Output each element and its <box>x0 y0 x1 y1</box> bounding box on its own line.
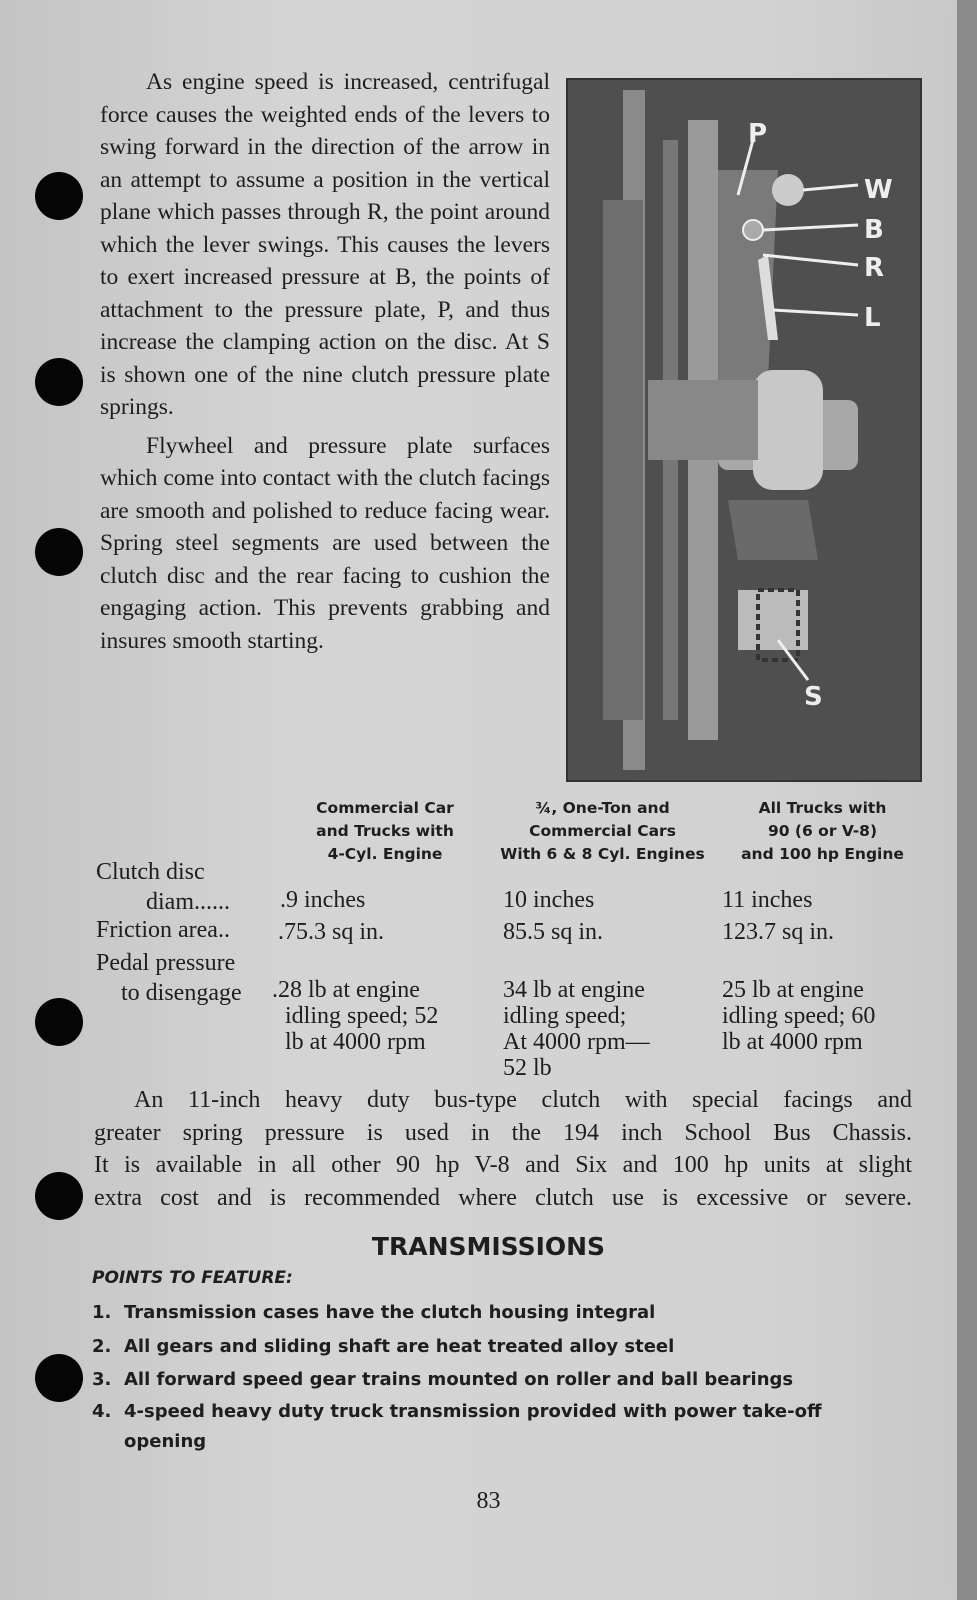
cell-friction-6-8cyl: 85.5 sq in. <box>503 919 604 945</box>
header-line: and Trucks with <box>316 822 454 840</box>
text-line: It is available in all other 90 hp V-8 and Six and 100 hp units at slight <box>94 1152 912 1178</box>
paragraph-bus-clutch <box>94 1084 912 1214</box>
cell-line: .28 lb at engine <box>272 977 420 1003</box>
column-header-6-8cyl <box>495 797 710 866</box>
clutch-cross-section-figure <box>566 78 922 782</box>
point-number: 2. <box>92 1336 112 1357</box>
text-line: extra cost and is recommended where clutch use is excessive or severe. <box>94 1184 912 1211</box>
point-item <box>92 1298 912 1328</box>
point-item <box>92 1397 912 1457</box>
column-header-90-100hp <box>725 797 920 866</box>
row-label-pedal-pressure <box>96 948 242 1008</box>
point-item <box>92 1332 912 1362</box>
points-heading: POINTS TO FEATURE: <box>92 1268 293 1288</box>
figure-label-p: P <box>748 119 768 149</box>
header-line: Commercial Car <box>316 799 454 817</box>
cell-line: 52 lb <box>503 1055 552 1081</box>
point-number: 4. <box>92 1401 112 1422</box>
label-line: Clutch disc <box>96 859 205 885</box>
cell-disc-6-8cyl: 10 inches <box>503 887 595 913</box>
label-line: Pedal pressure <box>96 950 236 976</box>
paragraph-centrifugal: As engine speed is increased, centrifugal force causes the weighted ends of the levers to swing forward in the direction of the arrow in an attempt to assume a position in the vertical plane which passes through R, the point around which the lever swings. This causes the levers to exert increased pressure at B, the points of attachment to the pressure plate, P, and thus increase the clamping action on the disc. At S is shown one of the nine clutch pressure plate springs. <box>100 69 550 420</box>
page-number: 83 <box>476 1488 501 1514</box>
header-line: All Trucks with <box>758 799 887 817</box>
cell-friction-4cyl: .75.3 sq in. <box>278 919 385 945</box>
cell-line: idling speed; 52 <box>285 1003 439 1029</box>
cell-pedal-4cyl <box>272 977 438 1055</box>
figure-label-s: S <box>804 682 823 712</box>
label-line: to disengage <box>121 980 242 1006</box>
header-line: 4-Cyl. Engine <box>327 845 443 863</box>
cell-pedal-6-8cyl <box>503 977 650 1081</box>
point-item <box>92 1365 912 1395</box>
row-label-friction-area: Friction area.. <box>96 917 230 943</box>
binder-hole <box>35 1354 83 1402</box>
paragraph-surfaces: Flywheel and pressure plate surfaces which come into contact with the clutch facings are smooth and polished to reduce facing wear. Spring steel segments are used between the clutch disc and the rear facing to cushion the engaging action. This prevents grabbing and insures smooth starting. <box>100 432 550 654</box>
header-line: ¾, One-Ton and <box>535 799 670 817</box>
cell-line: At 4000 rpm— <box>503 1029 650 1055</box>
point-number: 3. <box>92 1369 112 1390</box>
cell-line: 25 lb at engine <box>722 977 864 1003</box>
figure-label-b: B <box>864 215 884 245</box>
section-title: TRANSMISSIONS <box>371 1232 606 1261</box>
binder-hole <box>35 998 83 1046</box>
cell-line: idling speed; <box>503 1003 627 1029</box>
binder-hole <box>35 172 83 220</box>
figure-label-r: R <box>864 253 885 283</box>
cell-line: idling speed; 60 <box>722 1003 876 1029</box>
header-line: 90 (6 or V-8) <box>767 822 878 840</box>
text-line: greater spring pressure is used in the 194 inch School Bus Chassis. <box>94 1119 912 1146</box>
binder-hole <box>35 528 83 576</box>
column-header-4cyl <box>290 797 480 866</box>
point-text-continued: opening <box>124 1431 207 1452</box>
text-line: An 11-inch heavy duty bus-type clutch with special facings and <box>134 1087 912 1113</box>
cell-disc-90-100hp: 11 inches <box>722 887 813 913</box>
cell-line: lb at 4000 rpm <box>722 1029 863 1055</box>
cell-line: lb at 4000 rpm <box>285 1029 426 1055</box>
row-label-clutch-disc <box>96 857 230 917</box>
binder-hole <box>35 1172 83 1220</box>
figure-label-w: W <box>864 175 893 205</box>
point-text: Transmission cases have the clutch housing integral <box>124 1302 656 1323</box>
cell-disc-4cyl: .9 inches <box>280 887 366 913</box>
point-text: All forward speed gear trains mounted on roller and ball bearings <box>124 1369 794 1390</box>
body-text <box>100 66 550 657</box>
point-number: 1. <box>92 1302 112 1323</box>
page-edge <box>957 0 977 1600</box>
cell-friction-90-100hp: 123.7 sq in. <box>722 919 835 945</box>
clutch-diagram <box>568 80 920 780</box>
binder-hole <box>35 358 83 406</box>
header-line: and 100 hp Engine <box>741 845 904 863</box>
point-text: 4-speed heavy duty truck transmission provided with power take-off <box>124 1401 822 1422</box>
label-line: diam...... <box>146 889 230 915</box>
cell-pedal-90-100hp <box>722 977 875 1055</box>
point-text: All gears and sliding shaft are heat treated alloy steel <box>124 1336 675 1357</box>
figure-label-l: L <box>864 303 881 333</box>
cell-line: 34 lb at engine <box>503 977 645 1003</box>
header-line: Commercial Cars <box>529 822 676 840</box>
header-line: With 6 & 8 Cyl. Engines <box>500 845 705 863</box>
